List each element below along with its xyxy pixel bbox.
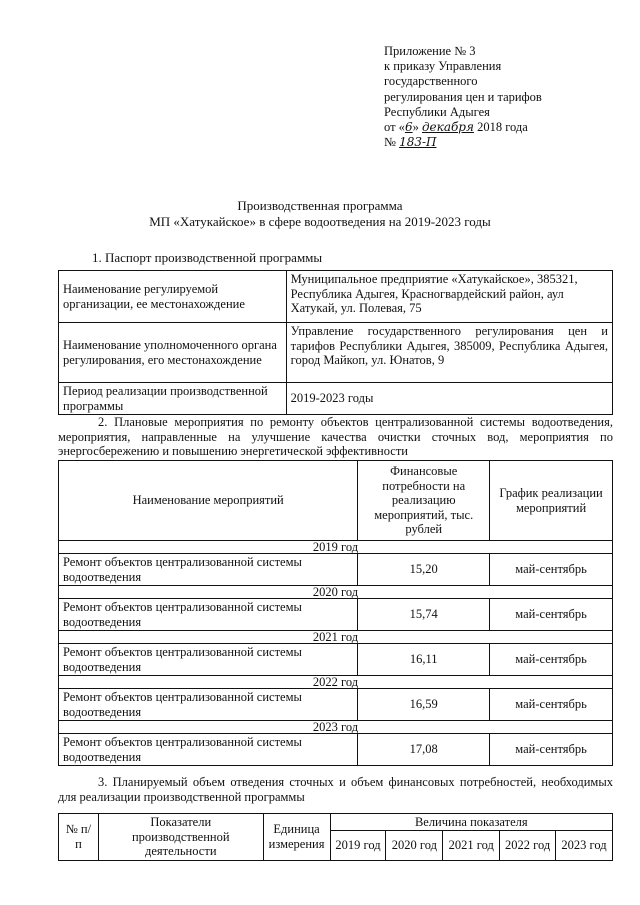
measure-cost: 15,20 bbox=[358, 554, 490, 586]
measure-cost: 17,08 bbox=[358, 734, 490, 766]
section2-heading: 2. Плановые мероприятия по ремонту объектов централизованной системы водоотведения, мероприятия, направленные на улучшение качества очистки сточных вод, мероприятия по энергосбережению и повышению энергетической эффективности bbox=[58, 415, 613, 458]
table-row bbox=[59, 644, 613, 676]
measure-schedule: май-сентябрь bbox=[490, 599, 613, 631]
title-line-1: Производственная программа bbox=[237, 198, 403, 213]
table-row bbox=[59, 271, 613, 323]
year-label: 2021 год bbox=[59, 631, 613, 644]
section3-heading: 3. Планируемый объем отведения сточных и объем финансовых потребностей, необходимых для реализации производственной программы bbox=[58, 775, 613, 804]
table-row bbox=[59, 734, 613, 766]
header-year: 2020 год bbox=[386, 830, 443, 860]
date-prefix: от « bbox=[384, 120, 405, 135]
year-label: 2023 год bbox=[59, 721, 613, 734]
appendix-date bbox=[384, 120, 614, 135]
year-row bbox=[59, 586, 613, 599]
year-label: 2022 год bbox=[59, 676, 613, 689]
table-row bbox=[59, 554, 613, 586]
passport-label: Период реализации производственной программы bbox=[59, 383, 287, 415]
measure-schedule: май-сентябрь bbox=[490, 554, 613, 586]
measure-name: Ремонт объектов централизованной системы водоотведения bbox=[59, 599, 358, 631]
header-num: № п/п bbox=[59, 814, 99, 861]
year-row bbox=[59, 721, 613, 734]
table-row bbox=[59, 323, 613, 383]
table-header-row bbox=[59, 814, 613, 831]
year-label: 2020 год bbox=[59, 586, 613, 599]
header-indicators: Показатели производственной деятельности bbox=[98, 814, 263, 861]
appendix-line: Приложение № 3 bbox=[384, 44, 476, 58]
header-year: 2023 год bbox=[556, 830, 613, 860]
header-schedule: График реализации мероприятий bbox=[490, 461, 613, 541]
header-financing: Финансовые потребности на реализацию мероприятий, тыс. рублей bbox=[358, 461, 490, 541]
date-year: 2018 года bbox=[473, 120, 528, 135]
measure-cost: 16,59 bbox=[358, 689, 490, 721]
date-month: декабря bbox=[421, 120, 474, 135]
number-prefix: № bbox=[384, 135, 400, 150]
table-row bbox=[59, 689, 613, 721]
passport-value: Муниципальное предприятие «Хатукайское», 385321, Республика Адыгея, Красногвардейский район, аул Хатукай, ул. Полевая, 75 bbox=[286, 271, 612, 323]
date-day: 6 bbox=[404, 120, 413, 135]
section1-heading: 1. Паспорт производственной программы bbox=[92, 250, 323, 265]
appendix-line: Республики Адыгея bbox=[384, 104, 490, 119]
passport-value: Управление государственного регулирования цен и тарифов Республики Адыгея, 385009, Республика Адыгея, город Майкоп, ул. Юнатов, 9 bbox=[286, 323, 612, 383]
measure-schedule: май-сентябрь bbox=[490, 689, 613, 721]
appendix-number bbox=[384, 135, 614, 150]
header-value: Величина показателя bbox=[330, 814, 612, 831]
measure-name: Ремонт объектов централизованной системы водоотведения bbox=[59, 689, 358, 721]
header-year: 2021 год bbox=[443, 830, 500, 860]
year-row bbox=[59, 631, 613, 644]
measures-table bbox=[58, 460, 613, 766]
header-measures: Наименование мероприятий bbox=[59, 461, 358, 541]
measure-name: Ремонт объектов централизованной системы водоотведения bbox=[59, 734, 358, 766]
title-line-2: МП «Хатукайское» в сфере водоотведения на 2019-2023 годы bbox=[149, 214, 491, 229]
measure-schedule: май-сентябрь bbox=[490, 644, 613, 676]
measure-name: Ремонт объектов централизованной системы водоотведения bbox=[59, 644, 358, 676]
appendix-line: регулирования цен и тарифов bbox=[384, 89, 542, 104]
measure-name: Ремонт объектов централизованной системы водоотведения bbox=[59, 554, 358, 586]
measure-cost: 16,11 bbox=[358, 644, 490, 676]
year-label: 2019 год bbox=[59, 541, 613, 554]
passport-label: Наименование уполномоченного органа регулирования, его местонахождение bbox=[59, 323, 287, 383]
measure-cost: 15,74 bbox=[358, 599, 490, 631]
document-title bbox=[0, 198, 640, 230]
date-mid: » bbox=[412, 120, 422, 135]
order-number: 183-П bbox=[399, 135, 437, 150]
table-row bbox=[59, 599, 613, 631]
table-row bbox=[59, 383, 613, 415]
appendix-block bbox=[384, 44, 614, 150]
header-year: 2019 год bbox=[330, 830, 386, 860]
header-unit: Единица измерения bbox=[263, 814, 330, 861]
measure-schedule: май-сентябрь bbox=[490, 734, 613, 766]
passport-value: 2019-2023 годы bbox=[286, 383, 612, 415]
volume-table bbox=[58, 813, 613, 861]
year-row bbox=[59, 676, 613, 689]
appendix-line: государственного bbox=[384, 74, 478, 89]
passport-label: Наименование регулируемой организации, ее местонахождение bbox=[59, 271, 287, 323]
header-year: 2022 год bbox=[500, 830, 556, 860]
year-row bbox=[59, 541, 613, 554]
table-header-row bbox=[59, 461, 613, 541]
appendix-line: к приказу Управления bbox=[384, 59, 502, 74]
passport-table bbox=[58, 270, 613, 415]
